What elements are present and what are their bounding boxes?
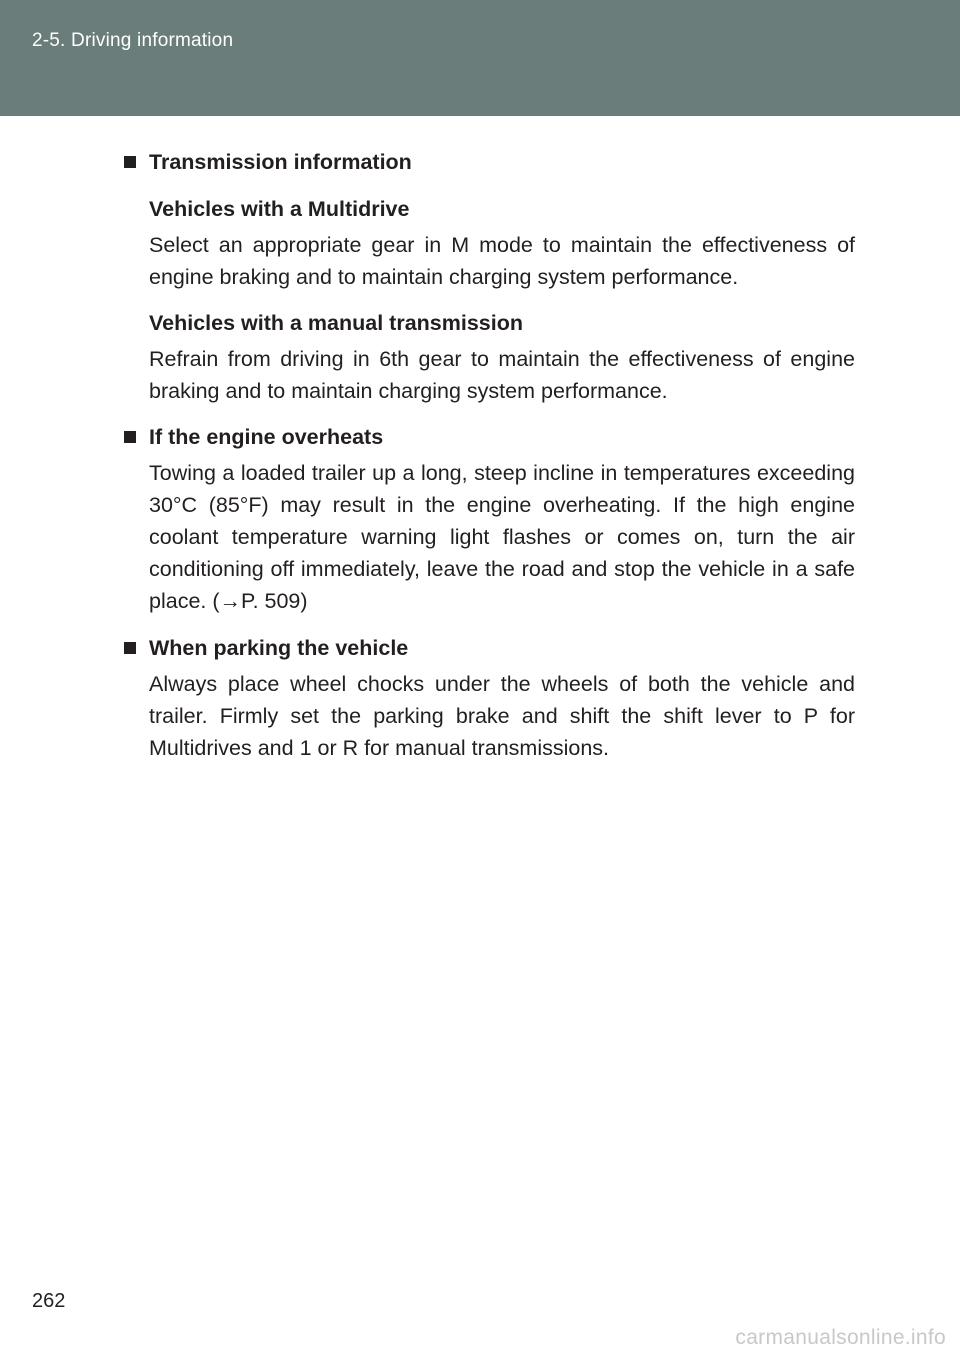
parking-paragraph: Always place wheel chocks under the wheels of both the vehicle and trailer. Firmly set the parking brake and shift the shift lever to P for Multidrives and 1 or R for manual transmissions. [149, 672, 855, 760]
watermark: carmanualsonline.info [735, 1326, 946, 1349]
square-bullet-icon [124, 156, 136, 168]
transmission-heading-text: Transmission information [149, 150, 412, 174]
multidrive-subheading: Vehicles with a Multidrive [149, 197, 410, 221]
overheat-paragraph: Towing a loaded trailer up a long, steep incline in temperatures exceeding 30°C (85°F) may result in the engine overheating. If the high engine coolant temperature warning light flashes or comes on, turn the air conditioning off immediately, leave the road and stop the vehicle in a safe place. (→P. 509) [149, 461, 855, 613]
square-bullet-icon [124, 431, 136, 443]
overheat-heading-text: If the engine overheats [149, 425, 384, 449]
parking-heading-text: When parking the vehicle [149, 636, 409, 660]
section-title: 2-5. Driving information [32, 30, 234, 51]
manual-paragraph: Refrain from driving in 6th gear to maintain the effectiveness of engine braking and to maintain charging system performance. [149, 347, 855, 403]
overheat-heading [149, 421, 383, 453]
multidrive-paragraph: Select an appropriate gear in M mode to maintain the effectiveness of engine braking and to maintain charging system performance. [149, 233, 855, 289]
page-number: 262 [32, 1290, 66, 1312]
transmission-heading [149, 146, 412, 178]
parking-heading [149, 632, 408, 664]
square-bullet-icon [124, 642, 136, 654]
page-header-band [0, 0, 960, 116]
manual-subheading: Vehicles with a manual transmission [149, 311, 523, 335]
